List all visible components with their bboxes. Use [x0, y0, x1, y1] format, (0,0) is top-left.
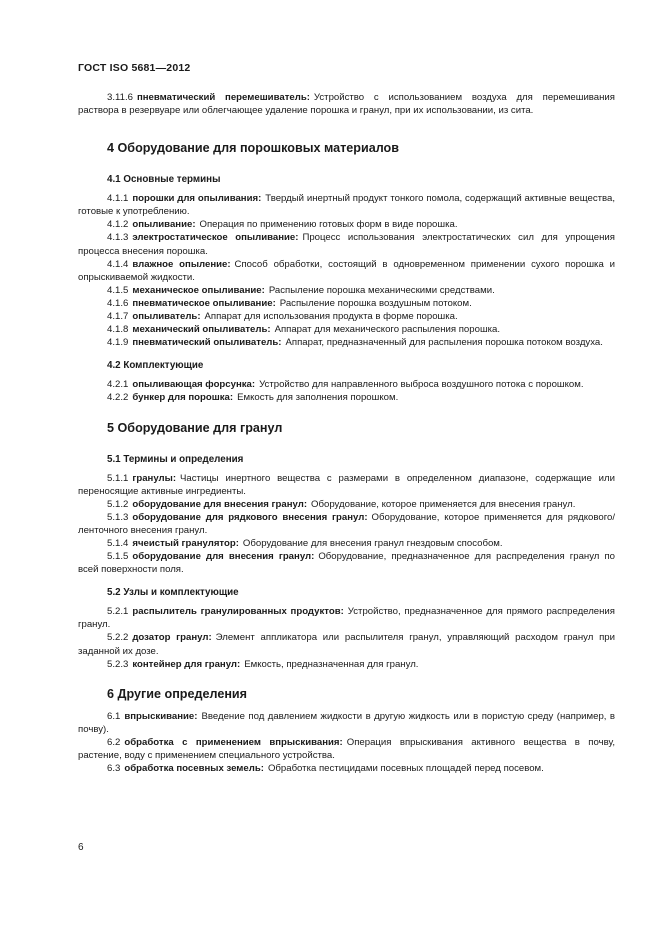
page-number: 6: [78, 842, 84, 853]
section-5-title: 5 Оборудование для гранул: [107, 420, 283, 435]
term-entry: 4.1.6 пневматическое опыливание: Распыление порошка воздушным потоком.: [107, 297, 472, 309]
term-entry: 5.2.3 контейнер для гранул: Емкость, предназначенная для гранул.: [107, 658, 419, 670]
subsection-4-1-title: 4.1 Основные термины: [107, 174, 221, 186]
term-entry: 4.1.2 опыливание: Операция по применению готовых форм в виде порошка.: [107, 219, 458, 231]
document-header: ГОСТ ISO 5681—2012: [78, 62, 191, 74]
section-6-title: 6 Другие определения: [107, 686, 248, 701]
document-body: [78, 91, 615, 775]
term-entry: 4.1.8 механический опыливатель: Аппарат для механического распыления порошка.: [107, 324, 501, 336]
subsection-4-2-title: 4.2 Комплектующие: [107, 360, 204, 372]
term-entry: 3.11.6 пневматический перемешиватель: Устройство с использованием воздуха для перемешивания раствора в резервуаре или облегчающее удаление порошка и гранул, при их использовании, из сита.: [78, 92, 615, 117]
section-4-title: 4 Оборудование для порошковых материалов: [107, 141, 399, 156]
term-entry: 5.2.2 дозатор гранул: Элемент аппликатора или распылителя гранул, управляющий расходом гранул при заданной их дозе.: [78, 632, 615, 657]
term-entry: 6.3 обработка посевных земель: Обработка пестицидами посевных площадей перед посевом.: [107, 763, 544, 775]
subsection-5-1-title: 5.1 Термины и определения: [107, 453, 244, 465]
subsection-5-2-title: 5.2 Узлы и комплектующие: [107, 587, 239, 599]
term-entry: 6.1 впрыскивание: Введение под давлением жидкости в другую жидкость или в пористую среду (например, в почву).: [78, 710, 615, 735]
term-entry: 5.1.3 оборудование для рядкового внесения гранул: Оборудование, которое применяется для рядкового/ленточного внесения гранул.: [78, 511, 615, 536]
term-entry: 4.1.5 механическое опыливание: Распыление порошка механическими средствами.: [107, 284, 495, 296]
term-entry: 6.2 обработка с применением впрыскивания: Операция впрыскивания активного вещества в почву, растение, воду с применением специального устройства.: [78, 736, 616, 761]
term-entry: 4.1.9 пневматический опыливатель: Аппарат, предназначенный для распыления порошка потоком воздуха.: [107, 337, 603, 349]
term-entry: 4.1.4 влажное опыление: Способ обработки, состоящий в одновременном применении сухого порошка и опрыскиваемой жидкости.: [78, 258, 615, 283]
term-entry: 5.2.1 распылитель гранулированных продуктов: Устройство, предназначенное для прямого распределения гранул.: [78, 606, 615, 631]
term-entry: 4.2.2 бункер для порошка: Емкость для заполнения порошком.: [107, 392, 399, 404]
term-entry: 4.1.1 порошки для опыливания: Твердый инертный продукт тонкого помола, содержащий активные вещества, готовые к употреблению.: [78, 193, 615, 218]
term-entry: 4.1.7 опыливатель: Аппарат для использования продукта в форме порошка.: [107, 311, 458, 323]
term-entry: 5.1.2 оборудование для внесения гранул: Оборудование, которое применяется для внесения гранул.: [107, 498, 576, 510]
term-entry: 5.1.1 гранулы: Частицы инертного вещества с размерами в определенном диапазоне, содержащие или переносящие активные ингредиенты.: [78, 472, 615, 497]
term-entry: 4.1.3 электростатическое опыливание: Процесс использования электростатических сил для упрощения процесса внесения порошка.: [78, 232, 615, 257]
term-entry: 5.1.5 оборудование для внесения гранул: Оборудование, предназначенное для распределения гранул по всей поверхности поля.: [78, 551, 616, 576]
term-entry: 5.1.4 ячеистый гранулятор: Оборудование для внесения гранул гнездовым способом.: [107, 537, 503, 549]
term-entry: 4.2.1 опыливающая форсунка: Устройство для направленного выброса воздушного потока с порошком.: [107, 379, 584, 391]
